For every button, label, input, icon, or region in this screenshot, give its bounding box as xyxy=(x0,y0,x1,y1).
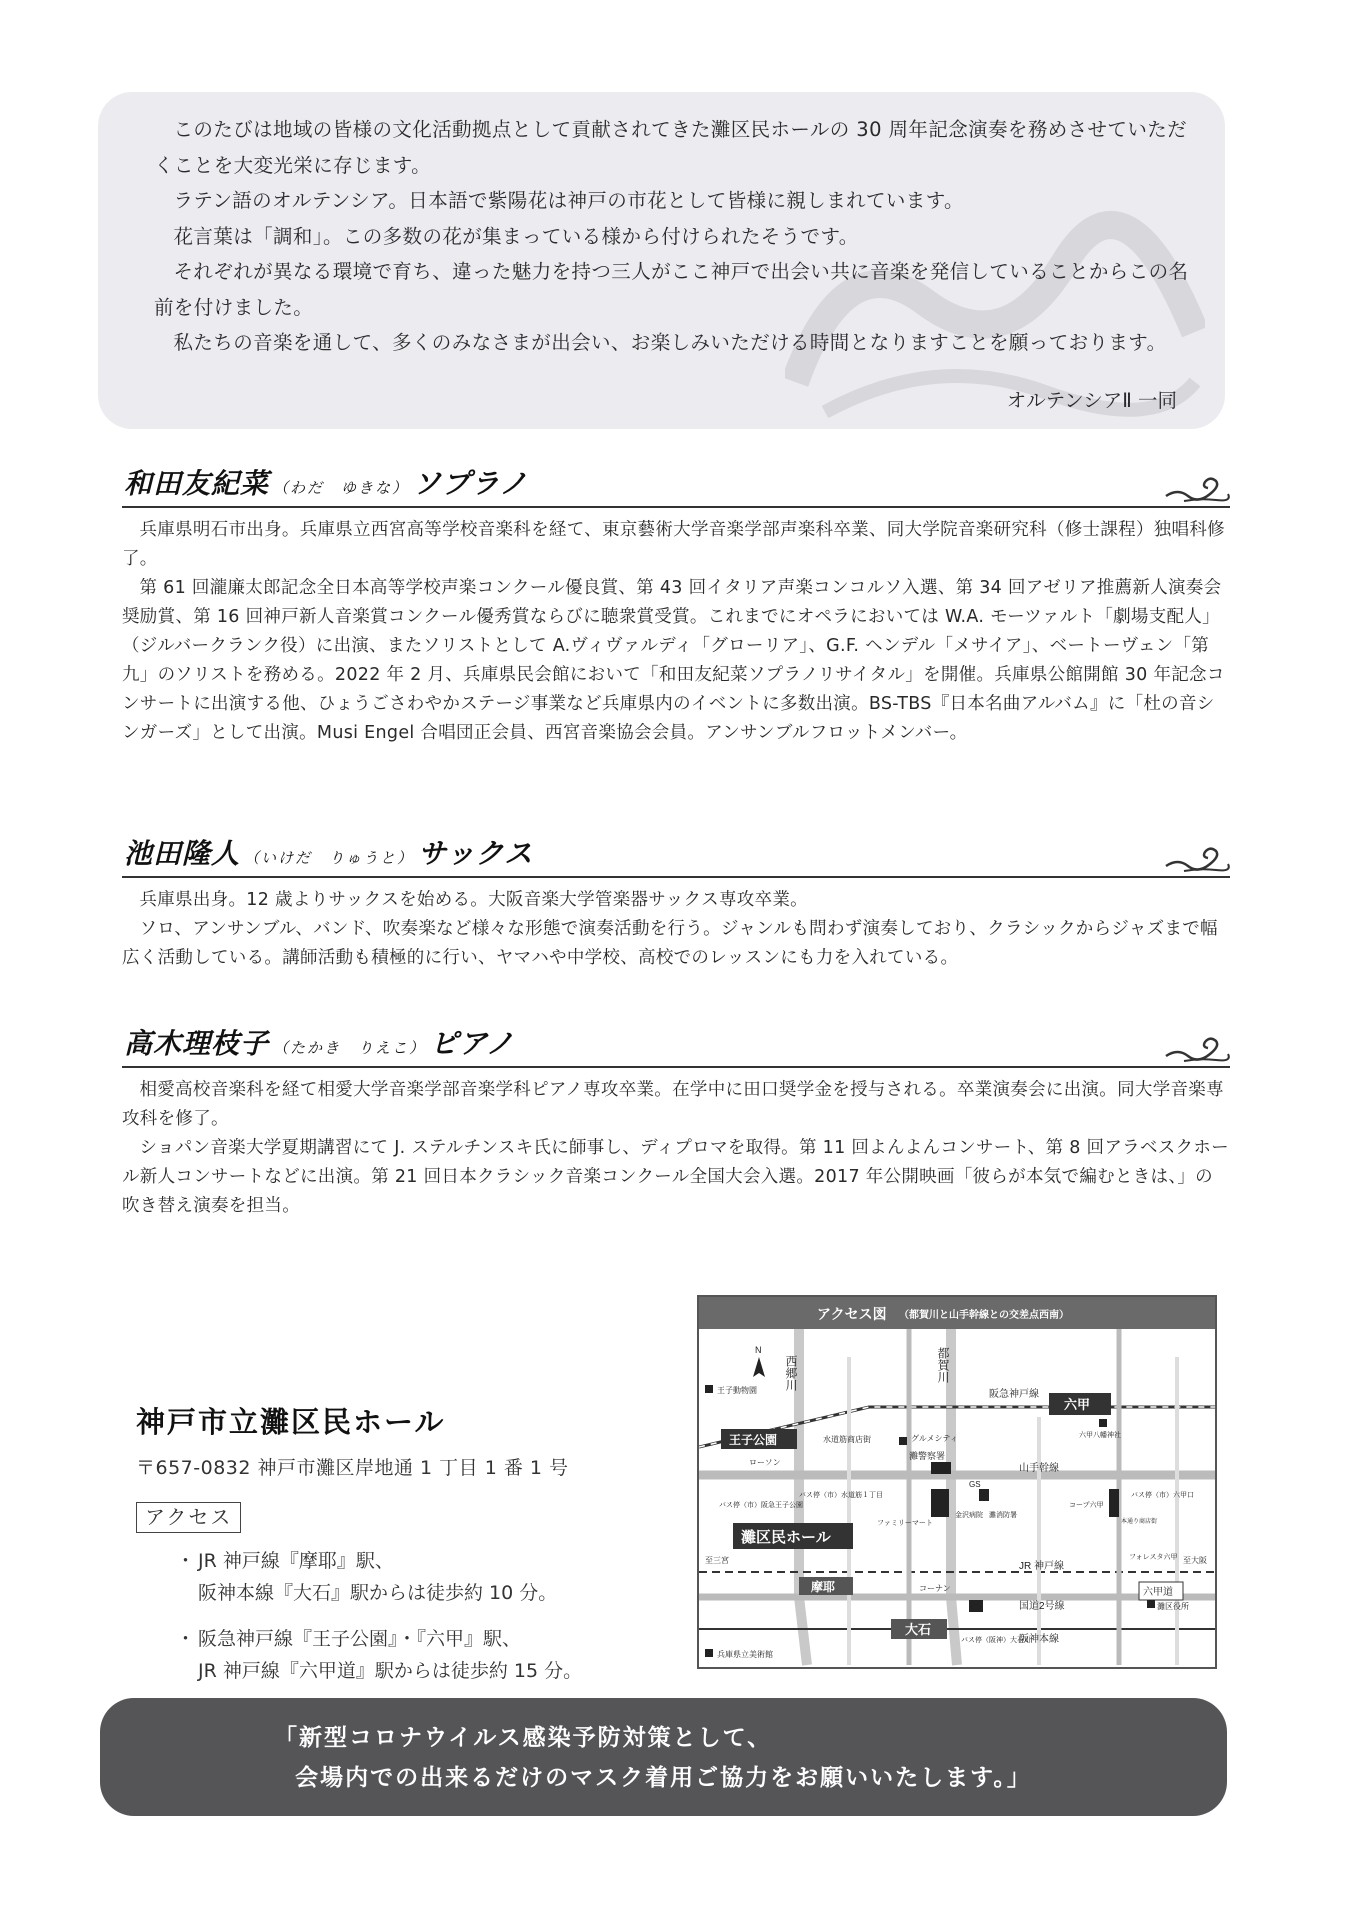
map-label: 灘警察署 xyxy=(909,1451,946,1461)
landmark-marker xyxy=(705,1385,713,1393)
performer-reading: （わだ ゆきな） xyxy=(273,479,410,497)
venue-info xyxy=(136,1400,656,1701)
access-map xyxy=(697,1295,1217,1669)
access-item xyxy=(136,1623,656,1687)
map-label: 大石 xyxy=(905,1622,932,1637)
map-label: ファミリーマート xyxy=(877,1520,933,1527)
landmark-marker xyxy=(1109,1489,1119,1517)
map-label: 六甲 xyxy=(1064,1397,1091,1412)
intro-paragraph: このたびは地域の皆様の文化活動拠点として貢献されてきた灘区民ホールの 30 周年記念演奏を務めさせていただくことを大変光栄に存じます。 xyxy=(154,118,1188,177)
venue-address: 〒657-0832 神戸市灘区岸地通 1 丁目 1 番 1 号 xyxy=(136,1457,569,1479)
performer-name: 池田隆人 xyxy=(124,837,241,870)
performer-title xyxy=(124,462,528,502)
map-label: 西郷川 xyxy=(784,1355,798,1391)
bio-paragraph: 第 61 回瀧廉太郎記念全日本高等学校声楽コンクール優良賞、第 43 回イタリア声楽コンコルソ入選、第 34 回アゼリア推薦新人演奏会奨励賞、第 16 回神戸新人音楽賞コンクール優秀賞ならびに聴衆賞受賞。これまでにオペラにおいては W.A. モーツァルト「劇場支配人」（ジルバークランク役）に出演、またソリストとして A.ヴィヴァルディ「グローリア」、G.F. ヘンデル「メサイア」、ベートーヴェン「第九」のソリストを務める。2022 年 2 月、兵庫県民会館において「和田友紀菜ソプラノリサイタル」を開催。兵庫県公館開館 30 年記念コンサートに出演する他、ひょうごさわやかステージ事業など兵庫県内のイベントに多数出演。BS-TBS『日本名曲アルバム』に「杜の音シンガーズ」として出演。Musi Engel 合唱団正会員、西宮音楽協会会員。アンサンブルフロットメンバー。 xyxy=(122,578,1225,743)
bio-paragraph: 兵庫県明石市出身。兵庫県立西宮高等学校音楽科を経て、東京藝術大学音楽学部声楽科卒業、同大学院音楽研究科（修士課程）独唱科修了。 xyxy=(122,520,1225,569)
compass-label: N xyxy=(755,1345,762,1355)
performer-name: 高木理枝子 xyxy=(124,1027,270,1060)
landmark-marker xyxy=(899,1437,907,1445)
map-label: JR 神戸線 xyxy=(1019,1561,1064,1572)
access-line: 阪神本線『大石』駅からは徒歩約 10 分。 xyxy=(198,1582,558,1604)
performer-heading xyxy=(122,830,1230,878)
map-label: 至三宮 xyxy=(705,1556,729,1565)
map-label: 灘区民ホール xyxy=(741,1529,831,1546)
intro-box xyxy=(98,92,1225,429)
map-label: バス停（市）阪急王子公園 xyxy=(719,1502,803,1509)
performer-bio xyxy=(122,878,1230,973)
map-label: コープ六甲 xyxy=(1069,1502,1104,1509)
landmark-marker xyxy=(931,1462,951,1474)
landmark-marker xyxy=(931,1489,949,1517)
map-label: バス停（市）六甲口 xyxy=(1131,1492,1194,1499)
intro-signature: オルテンシアⅡ 一同 xyxy=(1006,389,1177,412)
performer-section-sax xyxy=(122,830,1230,973)
landmark-marker xyxy=(1099,1419,1107,1427)
map-label: 水道筋商店街 xyxy=(823,1435,871,1444)
bio-paragraph: 兵庫県出身。12 歳よりサックスを始める。大阪音楽大学管楽器サックス専攻卒業。 xyxy=(139,890,808,910)
map-label: 阪急神戸線 xyxy=(989,1389,1039,1400)
map-label: 阪神本線 xyxy=(1019,1634,1059,1645)
map-label: 灘区役所 xyxy=(1157,1602,1189,1611)
map-label: バス停（市）水道筋１丁目 xyxy=(799,1492,883,1499)
map-label: 摩耶 xyxy=(811,1580,836,1594)
map-label: 国道2号線 xyxy=(1019,1601,1065,1612)
map-label: 本通り商店街 xyxy=(1121,1519,1158,1525)
intro-paragraph: それぞれが異なる環境で育ち、違った魅力を持つ三人がここ神戸で出会い共に音楽を発信していることからこの名前を付けました。 xyxy=(154,260,1189,319)
access-line: JR 神戸線『摩耶』駅、 xyxy=(198,1550,394,1572)
performer-role: サックス xyxy=(418,837,534,870)
bio-paragraph: ソロ、アンサンブル、バンド、吹奏楽など様々な形態で演奏活動を行う。ジャンルも問わず演奏しており、クラシックからジャズまで幅広く活動している。講師活動も積極的に行い、ヤマハや中学校、高校でのレッスンにも力を入れている。 xyxy=(122,919,1218,968)
notice-line: 会場内での出来るだけのマスク着用ご協力をお願いいたします。」 xyxy=(295,1765,1032,1791)
access-badge: アクセス xyxy=(136,1502,241,1533)
bio-paragraph: 相愛高校音楽科を経て相愛大学音楽学部音楽学科ピアノ専攻卒業。在学中に田口奨学金を授与される。卒業演奏会に出演。同大学音楽専攻科を修了。 xyxy=(122,1080,1224,1129)
intro-paragraph: ラテン語のオルテンシア。日本語で紫陽花は神戸の市花として皆様に親しまれています。 xyxy=(173,189,964,212)
landmark-marker xyxy=(979,1489,989,1501)
map-label: 金沢病院 xyxy=(955,1512,983,1519)
compass-icon xyxy=(753,1345,765,1377)
map-label: ローソン xyxy=(749,1458,781,1467)
landmark-marker xyxy=(969,1600,983,1612)
performer-reading: （いけだ りゅうと） xyxy=(244,849,415,867)
covid-notice xyxy=(100,1698,1227,1816)
swirl-ornament-icon xyxy=(1164,1034,1230,1064)
swirl-ornament-icon xyxy=(1164,474,1230,504)
map-label: 王子動物園 xyxy=(717,1386,757,1395)
toga-river xyxy=(951,1329,957,1665)
performer-section-piano xyxy=(122,1020,1230,1221)
access-line: 阪急神戸線『王子公園』・『六甲』駅、 xyxy=(198,1628,522,1650)
map-label: 灘消防署 xyxy=(989,1512,1017,1519)
map-label: フォレスタ六甲 xyxy=(1129,1554,1178,1561)
notice-line: 「新型コロナウイルス感染予防対策として、 xyxy=(274,1725,773,1751)
performer-bio xyxy=(122,508,1230,748)
performer-heading xyxy=(122,1020,1230,1068)
swirl-ornament-icon xyxy=(1164,844,1230,874)
access-list xyxy=(136,1545,656,1687)
performer-role: ピアノ xyxy=(430,1027,515,1060)
intro-paragraph: 私たちの音楽を通して、多くのみなさまが出会い、お楽しみいただける時間となりますことを願っております。 xyxy=(173,331,1167,354)
map-label: 王子公園 xyxy=(729,1433,778,1447)
performer-section-soprano xyxy=(122,460,1230,748)
performer-heading xyxy=(122,460,1230,508)
bio-paragraph: ショパン音楽大学夏期講習にて J. ステルチンスキ氏に師事し、ディプロマを取得。第 11 回よんよんコンサート、第 8 回アラベスクホール新人コンサートなどに出演。第 21 回日本クラシック音楽コンクール全国大会入選。2017 年公開映画「彼らが本気で編むときは、」の吹き替え演奏を担当。 xyxy=(122,1138,1229,1216)
bullet-icon: ・ xyxy=(176,1550,196,1572)
map-label: 六甲道 xyxy=(1143,1587,1173,1598)
performer-name: 和田友紀菜 xyxy=(124,467,270,500)
map-label: 兵庫県立美術館 xyxy=(717,1650,773,1659)
landmark-marker xyxy=(1147,1600,1155,1608)
map-header-note: （都賀川と山手幹線との交差点西南） xyxy=(899,1310,1069,1321)
bullet-icon: ・ xyxy=(176,1628,196,1650)
map-label: 都賀川 xyxy=(936,1347,950,1383)
performer-title xyxy=(124,1022,515,1062)
map-label: 至大阪 xyxy=(1183,1556,1207,1565)
map-label: 六甲八幡神社 xyxy=(1079,1432,1121,1439)
map-label: バス停（阪神）大石川 xyxy=(961,1637,1031,1644)
intro-paragraph: 花言葉は「調和」。この多数の花が集まっている様から付けられたそうです。 xyxy=(173,224,859,248)
map-label: コーナン xyxy=(919,1584,951,1593)
access-item xyxy=(136,1545,656,1609)
performer-title xyxy=(124,832,533,872)
access-line: JR 神戸線『六甲道』駅からは徒歩約 15 分。 xyxy=(198,1660,583,1682)
map-label: 山手幹線 xyxy=(1019,1463,1059,1474)
landmark-marker xyxy=(705,1649,713,1657)
map-label: GS xyxy=(969,1480,981,1489)
map-label: グルメシティ xyxy=(911,1434,958,1443)
venue-name: 神戸市立灘区民ホール xyxy=(136,1405,446,1439)
map-header-title: アクセス図 xyxy=(817,1306,887,1322)
performer-bio xyxy=(122,1068,1230,1221)
performer-role: ソプラノ xyxy=(413,467,529,500)
performer-reading: （たかき りえこ） xyxy=(273,1039,427,1057)
